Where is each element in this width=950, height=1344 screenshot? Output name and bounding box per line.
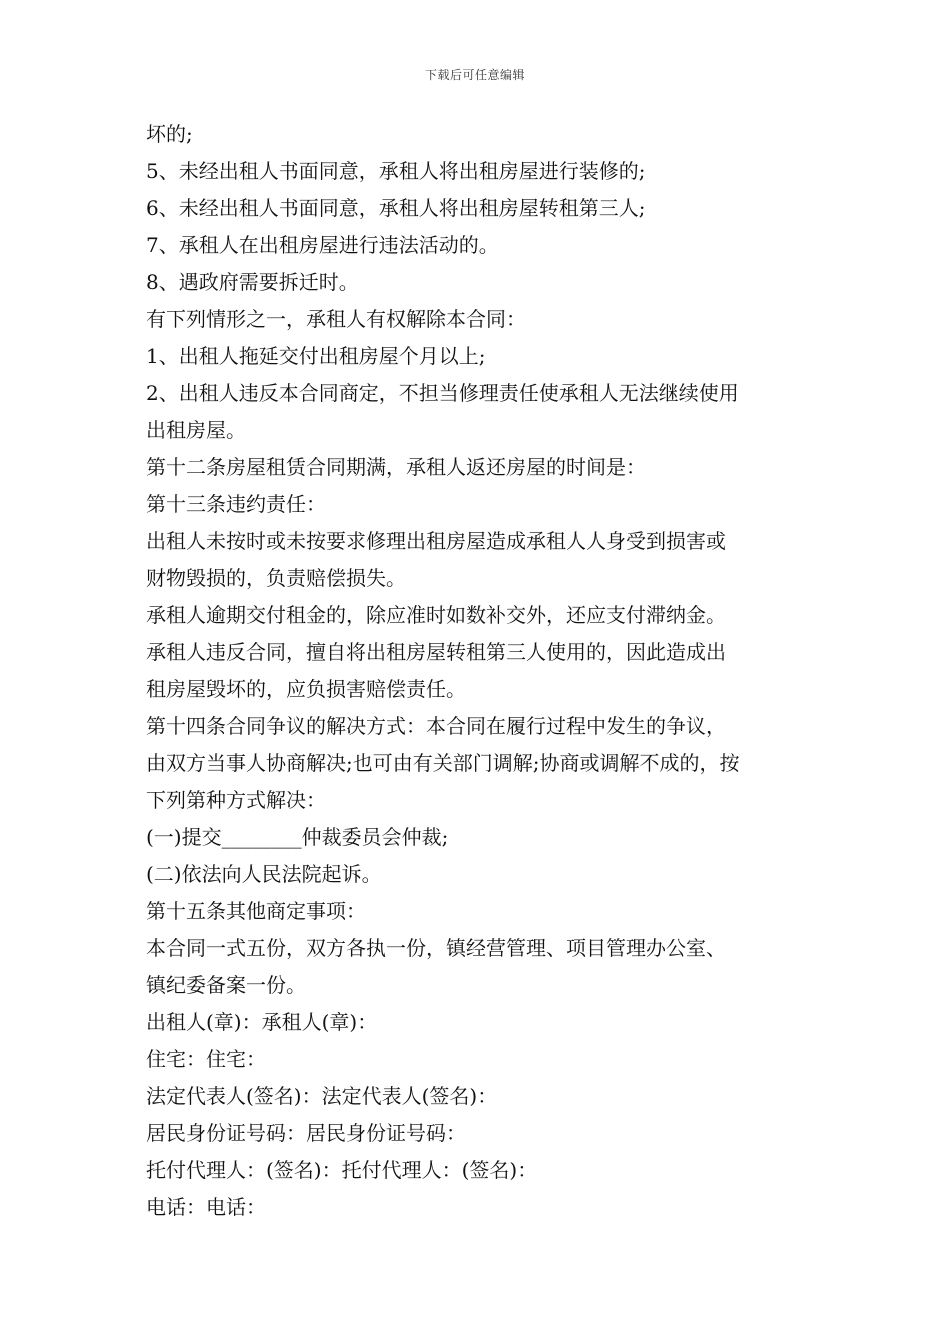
text-line: 5、未经出租人书面同意，承租人将出租房屋进行装修的;: [146, 159, 646, 183]
text-line: 财物毁损的，负责赔偿损失。: [146, 566, 406, 590]
text-line: 住宅：住宅：: [146, 1047, 266, 1071]
text-line: 电话：电话：: [146, 1195, 266, 1219]
text-line: 下列第种方式解决：: [146, 788, 326, 812]
text-line: 有下列情形之一，承租人有权解除本合同：: [146, 307, 526, 331]
text-line: 第十三条违约责任：: [146, 492, 326, 516]
text-line: 承租人违反合同，擅自将出租房屋转租第三人使用的，因此造成出: [146, 640, 726, 664]
text-line: 出租人(章)：承租人(章)：: [146, 1010, 378, 1034]
text-line: 本合同一式五份，双方各执一份，镇经营管理、项目管理办公室、: [146, 936, 726, 960]
text-line: 7、承租人在出租房屋进行违法活动的。: [146, 233, 499, 257]
text-line: 镇纪委备案一份。: [146, 973, 306, 997]
text-line: 1、出租人拖延交付出租房屋个月以上;: [146, 344, 486, 368]
document-body: [146, 116, 810, 1226]
text-line: (二)依法向人民法院起诉。: [146, 862, 382, 886]
page-header: 下载后可任意编辑: [424, 68, 525, 82]
text-line: 托付代理人：(签名)：托付代理人：(签名)：: [146, 1158, 538, 1182]
text-line: 第十二条房屋租赁合同期满，承租人返还房屋的时间是：: [146, 455, 646, 479]
text-line: (一)提交________仲裁委员会仲裁;: [146, 825, 449, 849]
text-line: 居民身份证号码：居民身份证号码：: [146, 1121, 466, 1145]
text-line: 2、出租人违反本合同商定，不担当修理责任使承租人无法继续使用: [146, 381, 739, 405]
text-line: 由双方当事人协商解决;也可由有关部门调解;协商或调解不成的，按: [146, 751, 740, 775]
text-line: 第十五条其他商定事项：: [146, 899, 366, 923]
text-line: 租房屋毁坏的，应负损害赔偿责任。: [146, 677, 466, 701]
text-line: 出租人未按时或未按要求修理出租房屋造成承租人人身受到损害或: [146, 529, 726, 553]
text-line: 第十四条合同争议的解决方式：本合同在履行过程中发生的争议，: [146, 714, 726, 738]
text-line: 出租房屋。: [146, 418, 246, 442]
text-line: 坏的;: [146, 122, 193, 146]
text-line: 法定代表人(签名)：法定代表人(签名)：: [146, 1084, 498, 1108]
text-line: 8、遇政府需要拆迁时。: [146, 270, 359, 294]
text-line: 6、未经出租人书面同意，承租人将出租房屋转租第三人;: [146, 196, 646, 220]
text-line: 承租人逾期交付租金的，除应准时如数补交外，还应支付滞纳金。: [146, 603, 726, 627]
